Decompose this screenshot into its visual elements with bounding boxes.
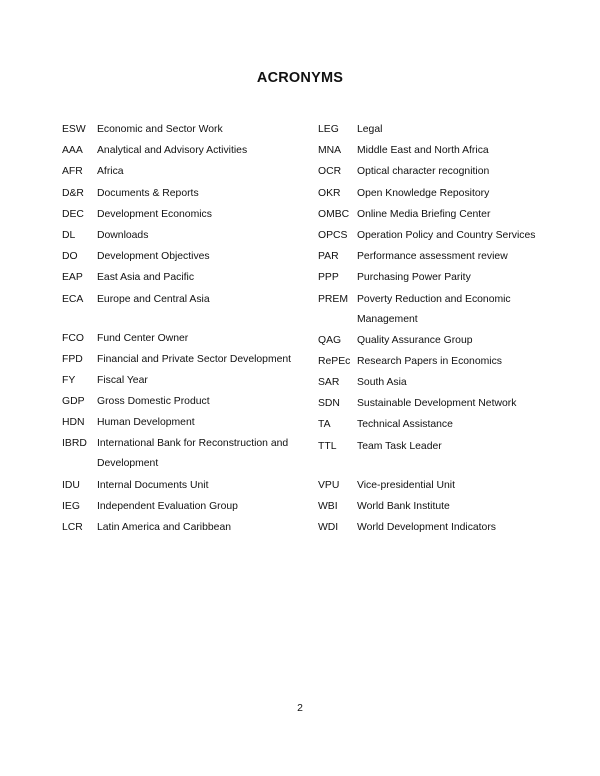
acronym-row <box>62 184 302 204</box>
acronym-abbr: LEG <box>318 124 339 135</box>
acronym-abbr: TA <box>318 419 331 431</box>
acronym-abbr: SAR <box>318 377 340 389</box>
acronym-definition: Fund Center Owner <box>97 332 189 344</box>
acronym-abbr: VPU <box>318 479 340 491</box>
page-number: 2 <box>297 703 303 714</box>
acronym-abbr: DL <box>62 229 76 241</box>
acronym-abbr: EAP <box>62 272 83 284</box>
acronym-row <box>318 437 548 457</box>
acronym-abbr: OPCS <box>318 229 348 241</box>
acronym-list-right <box>318 120 548 539</box>
acronym-row <box>318 415 548 435</box>
acronym-row <box>62 371 302 391</box>
acronym-row <box>318 476 548 496</box>
acronym-abbr: AFR <box>62 166 83 178</box>
acronym-definition: Africa <box>97 166 124 178</box>
acronym-definition: Gross Domestic Product <box>97 396 210 408</box>
acronym-row <box>318 331 548 351</box>
acronym-abbr: GDP <box>62 396 85 408</box>
acronym-definition: Legal <box>357 124 383 135</box>
acronym-row <box>62 392 302 412</box>
acronym-row <box>62 497 302 517</box>
acronym-abbr: OKR <box>318 187 341 199</box>
acronym-row <box>318 268 548 288</box>
acronym-abbr: FPD <box>62 353 83 365</box>
acronym-abbr: WDI <box>318 522 339 533</box>
acronym-row <box>62 290 302 310</box>
acronym-row <box>62 226 302 246</box>
acronym-row <box>62 268 302 288</box>
acronym-abbr: FCO <box>62 332 84 344</box>
acronym-row <box>318 141 548 161</box>
acronym-definition: Latin America and Caribbean <box>97 522 232 533</box>
page-title: ACRONYMS <box>256 70 344 86</box>
acronym-row <box>318 247 548 267</box>
acronym-definition: Vice-presidential Unit <box>357 479 455 491</box>
acronym-definition: Fiscal Year <box>97 374 148 386</box>
acronym-definition: Purchasing Power Parity <box>357 272 471 284</box>
acronym-abbr: HDN <box>62 417 85 429</box>
acronym-row <box>62 518 302 538</box>
acronym-definition: East Asia and Pacific <box>97 272 195 284</box>
acronym-definition: Europe and Central Asia <box>97 293 210 305</box>
acronym-row <box>62 413 302 433</box>
acronym-row <box>62 476 302 496</box>
acronym-row <box>62 205 302 225</box>
acronym-definition: Quality Assurance Group <box>357 334 473 346</box>
acronym-definition: Independent Evaluation Group <box>97 500 238 512</box>
acronym-definition: Documents & Reports <box>97 187 199 199</box>
acronym-definition: Downloads <box>97 229 149 241</box>
acronym-abbr: QAG <box>318 334 342 346</box>
acronym-definition: Optical character recognition <box>357 166 490 178</box>
acronym-row <box>62 329 302 349</box>
acronym-row <box>62 162 302 182</box>
acronym-row <box>318 373 548 393</box>
acronym-definition: Middle East and North Africa <box>357 145 489 157</box>
acronym-definition: Analytical and Advisory Activities <box>97 145 248 157</box>
acronym-row <box>318 162 548 182</box>
acronym-abbr: PREM <box>318 293 349 305</box>
acronym-row <box>62 247 302 267</box>
acronym-row <box>62 350 302 370</box>
acronym-definition: Poverty Reduction and Economic Management <box>357 293 511 325</box>
acronym-row <box>318 518 548 538</box>
acronym-definition: Economic and Sector Work <box>97 124 223 135</box>
acronym-abbr: IEG <box>62 500 80 512</box>
acronym-definition: Online Media Briefing Center <box>357 208 491 220</box>
acronym-abbr: WBI <box>318 500 338 512</box>
acronym-definition: Open Knowledge Repository <box>357 187 490 199</box>
acronym-definition: International Bank for Reconstruction and Development <box>97 438 289 470</box>
acronym-row <box>318 290 548 330</box>
acronym-definition: Operation Policy and Country Services <box>357 229 536 241</box>
acronym-row <box>62 120 302 140</box>
acronym-abbr: ESW <box>62 124 86 135</box>
acronym-definition: Technical Assistance <box>357 419 453 431</box>
acronym-definition: South Asia <box>357 377 407 389</box>
acronym-abbr: DO <box>62 251 78 263</box>
acronym-list-left <box>62 120 302 539</box>
acronym-abbr: MNA <box>318 145 342 157</box>
acronym-definition: Financial and Private Sector Development <box>97 353 292 365</box>
acronym-definition: Sustainable Development Network <box>357 398 517 410</box>
acronym-abbr: PPP <box>318 272 339 284</box>
acronym-definition: Team Task Leader <box>357 440 442 452</box>
acronym-row <box>318 226 548 246</box>
acronym-row <box>318 394 548 414</box>
acronym-row <box>62 434 302 474</box>
acronym-abbr: IBRD <box>62 438 87 450</box>
acronym-abbr: D&R <box>62 187 84 199</box>
acronym-definition: World Development Indicators <box>357 522 496 533</box>
acronym-definition: Development Objectives <box>97 251 210 263</box>
acronym-row <box>318 120 548 140</box>
acronym-definition: Internal Documents Unit <box>97 479 209 491</box>
acronym-row <box>318 184 548 204</box>
acronym-abbr: FY <box>62 374 76 386</box>
acronym-row <box>318 205 548 225</box>
acronym-abbr: LCR <box>62 522 83 533</box>
acronym-abbr: IDU <box>62 479 80 491</box>
acronym-definition: Research Papers in Economics <box>357 355 502 367</box>
acronym-abbr: SDN <box>318 398 340 410</box>
acronym-definition: Performance assessment review <box>357 251 508 263</box>
acronym-abbr: OCR <box>318 166 342 178</box>
acronym-definition: Human Development <box>97 417 195 429</box>
acronym-abbr: PAR <box>318 251 339 263</box>
acronym-abbr: OMBC <box>318 208 350 220</box>
acronym-row <box>62 141 302 161</box>
acronym-row <box>318 352 548 372</box>
acronym-abbr: TTL <box>318 440 337 452</box>
acronym-row <box>318 497 548 517</box>
acronym-abbr: RePEc <box>318 355 351 367</box>
acronym-abbr: ECA <box>62 293 84 305</box>
acronym-abbr: DEC <box>62 208 84 220</box>
acronym-definition: Development Economics <box>97 208 212 220</box>
acronym-abbr: AAA <box>62 145 83 157</box>
acronym-definition: World Bank Institute <box>357 500 450 512</box>
